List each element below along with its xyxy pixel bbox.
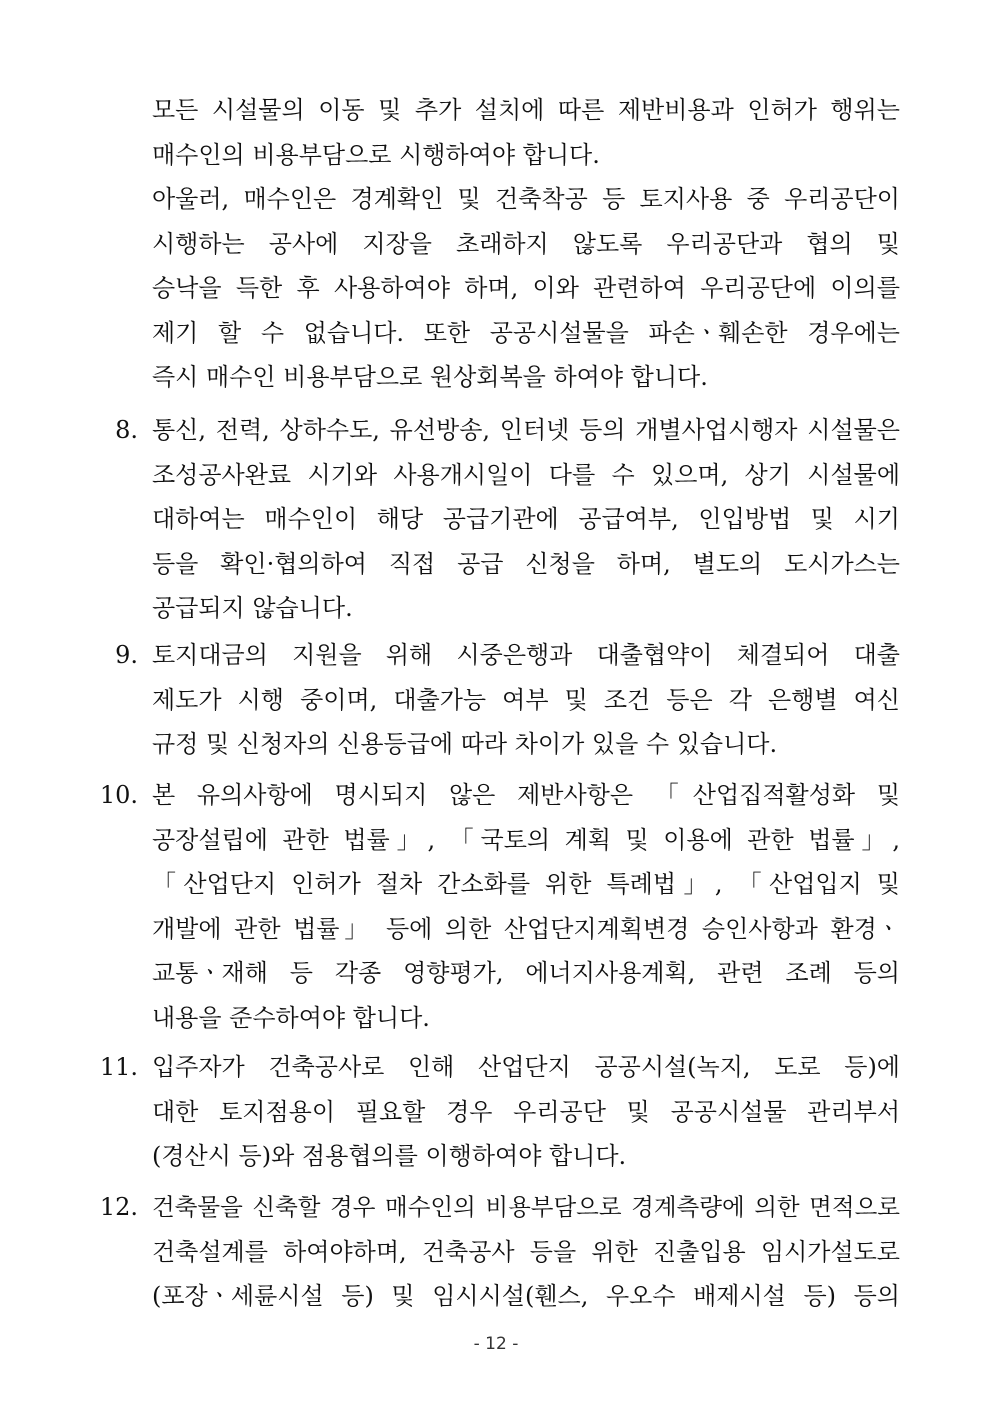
text-line: 건축설계를 하여야하며, 건축공사 등을 위한 진출입용 임시가설도로 xyxy=(152,1237,900,1266)
text-line: 교통ㆍ재해 등 각종 영향평가, 에너지사용계획, 관련 조례 등의 xyxy=(152,959,900,987)
list-item-8 xyxy=(152,408,900,631)
text-line: 건축물을 신축할 경우 매수인의 비용부담으로 경계측량에 의한 면적으로 xyxy=(152,1193,900,1221)
text-line: 내용을 준수하여야 합니다. xyxy=(152,1003,430,1032)
text-line: 개발에 관한 법률」 등에 의한 산업단지계획변경 승인사항과 환경ㆍ xyxy=(152,914,900,943)
text-line: 본 유의사항에 명시되지 않은 제반사항은 「산업집적활성화 및 xyxy=(152,781,900,809)
text-line: 즉시 매수인 비용부담으로 원상회복을 하여야 합니다. xyxy=(152,363,708,391)
text-line: 제기 할 수 없습니다. 또한 공공시설물을 파손ㆍ훼손한 경우에는 xyxy=(152,318,900,347)
item-number: 11. xyxy=(99,1053,138,1081)
text-line: 공장설립에 관한 법률」, 「국토의 계획 및 이용에 관한 법률」, xyxy=(152,825,900,854)
item-number: 9. xyxy=(115,641,138,669)
text-line: 조성공사완료 시기와 사용개시일이 다를 수 있으며, 상기 시설물에 xyxy=(152,460,900,489)
text-line: 대한 토지점용이 필요할 경우 우리공단 및 공공시설물 관리부서 xyxy=(152,1097,900,1126)
text-line: 시행하는 공사에 지장을 초래하지 않도록 우리공단과 협의 및 xyxy=(152,229,900,258)
text-line: 매수인의 비용부담으로 시행하여야 합니다. xyxy=(152,140,600,169)
text-line: 입주자가 건축공사로 인해 산업단지 공공시설(녹지, 도로 등)에 xyxy=(152,1053,900,1081)
item-number: 10. xyxy=(99,781,138,809)
item-number: 12. xyxy=(99,1193,138,1221)
text-line: 승낙을 득한 후 사용하여야 하며, 이와 관련하여 우리공단에 이의를 xyxy=(152,274,900,302)
text-line: 대하여는 매수인이 해당 공급기관에 공급여부, 인입방법 및 시기 xyxy=(152,505,900,533)
text-line: 규정 및 신청자의 신용등급에 따라 차이가 있을 수 있습니다. xyxy=(152,730,778,758)
list-item-10 xyxy=(152,773,900,1040)
list-item-12 xyxy=(152,1185,900,1319)
text-line: (경산시 등)와 점용협의를 이행하여야 합니다. xyxy=(152,1142,627,1170)
text-line: (포장ㆍ세륜시설 등) 및 임시시설(휀스, 우오수 배제시설 등) 등의 xyxy=(152,1282,900,1310)
text-line: 「산업단지 인허가 절차 간소화를 위한 특례법」, 「산업입지 및 xyxy=(152,870,900,898)
item-number: 8. xyxy=(115,416,138,444)
text-line: 공급되지 않습니다. xyxy=(152,594,353,622)
text-line: 통신, 전력, 상하수도, 유선방송, 인터넷 등의 개별사업시행자 시설물은 xyxy=(152,416,900,444)
list-item-11 xyxy=(152,1045,900,1179)
text-line: 모든 시설물의 이동 및 추가 설치에 따른 제반비용과 인허가 행위는 xyxy=(152,96,900,124)
intro-paragraph-1 xyxy=(152,88,900,177)
text-line: 토지대금의 지원을 위해 시중은행과 대출협약이 체결되어 대출 xyxy=(152,641,900,669)
page-number: - 12 - xyxy=(473,1334,519,1354)
list-item-9 xyxy=(152,633,900,767)
text-line: 아울러, 매수인은 경계확인 및 건축착공 등 토지사용 중 우리공단이 xyxy=(152,185,900,213)
text-line: 등을 확인·협의하여 직접 공급 신청을 하며, 별도의 도시가스는 xyxy=(152,549,900,578)
intro-paragraph-2 xyxy=(152,177,900,400)
text-line: 제도가 시행 중이며, 대출가능 여부 및 조건 등은 각 은행별 여신 xyxy=(152,685,900,714)
